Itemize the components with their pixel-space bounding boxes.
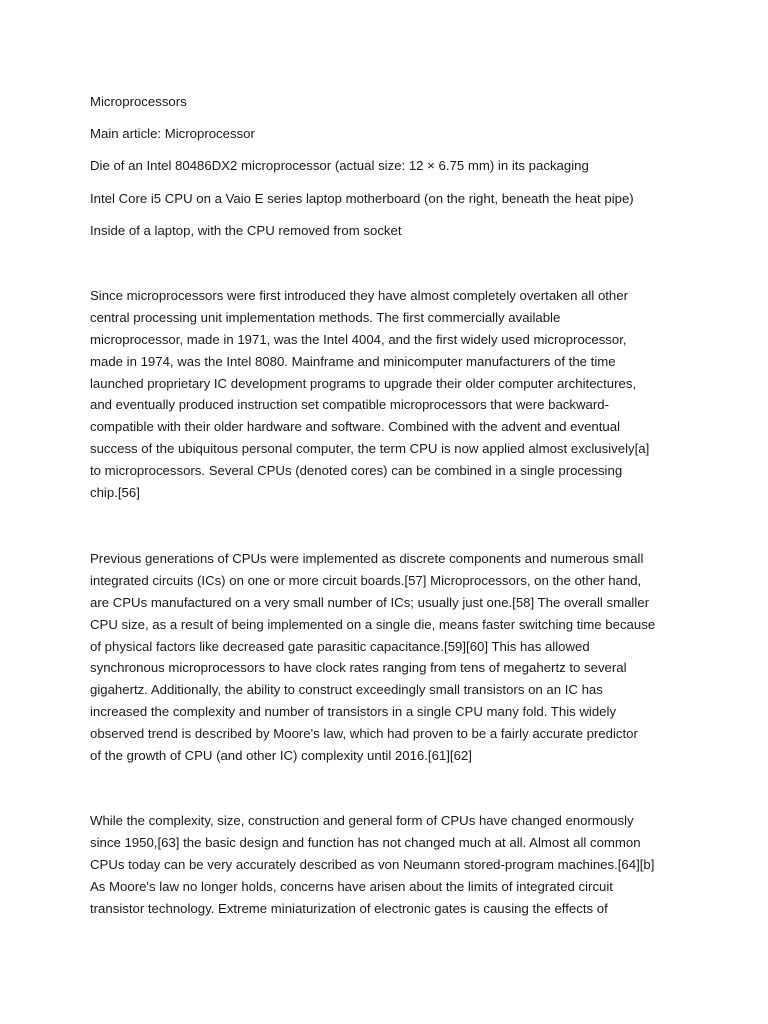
paragraph-line: success of the ubiquitous personal computer, the term CPU is now applied almost exclusively[a]	[90, 441, 650, 457]
paragraph-line: compatible with their older hardware and software. Combined with the advent and eventual	[90, 419, 621, 435]
paragraph-line: Since microprocessors were first introduced they have almost completely overtaken all other	[90, 288, 628, 303]
paragraph-line: to microprocessors. Several CPUs (denoted cores) can be combined in a single processing	[90, 463, 623, 479]
paragraph-line: As Moore's law no longer holds, concerns have arisen about the limits of integrated circuit	[90, 878, 613, 894]
image-caption: Die of an Intel 80486DX2 microprocessor (actual size: 12 × 6.75 mm) in its packaging	[90, 158, 589, 173]
paragraph-1	[90, 285, 680, 504]
paragraph-line: gigahertz. Additionally, the ability to construct exceedingly small transistors on an IC has	[90, 682, 603, 698]
paragraph-line: synchronous microprocessors to have clock rates ranging from tens of megahertz to several	[90, 660, 627, 676]
paragraph-line: increased the complexity and number of transistors in a single CPU many fold. This widely	[90, 704, 617, 720]
paragraph-line: launched proprietary IC development programs to upgrade their older computer architectures,	[90, 375, 637, 391]
paragraph-line: CPU size, as a result of being implemented on a single die, means faster switching time because	[90, 616, 656, 632]
paragraph-line: integrated circuits (ICs) on one or more circuit boards.[57] Microprocessors, on the other hand,	[90, 572, 642, 588]
image-caption: Inside of a laptop, with the CPU removed from socket	[90, 223, 402, 238]
paragraph-line: are CPUs manufactured on a very small number of ICs; usually just one.[58] The overall smaller	[90, 594, 650, 610]
paragraph-line: since 1950,[63] the basic design and function has not changed much at all. Almost all common	[90, 834, 641, 850]
paragraph-line: While the complexity, size, construction and general form of CPUs have changed enormously	[90, 813, 634, 828]
image-caption: Intel Core i5 CPU on a Vaio E series laptop motherboard (on the right, beneath the heat pipe)	[90, 191, 634, 206]
paragraph-3	[90, 810, 680, 919]
paragraph-2	[90, 548, 680, 767]
paragraph-line: observed trend is described by Moore's law, which had proven to be a fairly accurate predictor	[90, 726, 638, 742]
paragraph-line: central processing unit implementation methods. The first commercially available	[90, 309, 561, 325]
paragraph-line: chip.[56]	[90, 485, 140, 501]
paragraph-line: Previous generations of CPUs were implemented as discrete components and numerous small	[90, 551, 644, 566]
paragraph-line: CPUs today can be very accurately described as von Neumann stored-program machines.[64][b]	[90, 856, 655, 872]
paragraph-line: transistor technology. Extreme miniaturization of electronic gates is causing the effects of	[90, 900, 608, 916]
paragraph-line: microprocessor, made in 1971, was the Intel 4004, and the first widely used microprocessor,	[90, 331, 627, 347]
main-article-link[interactable]: Main article: Microprocessor	[90, 126, 255, 141]
paragraph-line: made in 1974, was the Intel 8080. Mainframe and minicomputer manufacturers of the time	[90, 353, 616, 369]
paragraph-line: of the growth of CPU (and other IC) complexity until 2016.[61][62]	[90, 748, 472, 764]
paragraph-line: of physical factors like decreased gate parasitic capacitance.[59][60] This has allowed	[90, 638, 590, 654]
paragraph-line: and eventually produced instruction set compatible microprocessors that were backward-	[90, 397, 609, 413]
section-heading: Microprocessors	[90, 94, 187, 109]
